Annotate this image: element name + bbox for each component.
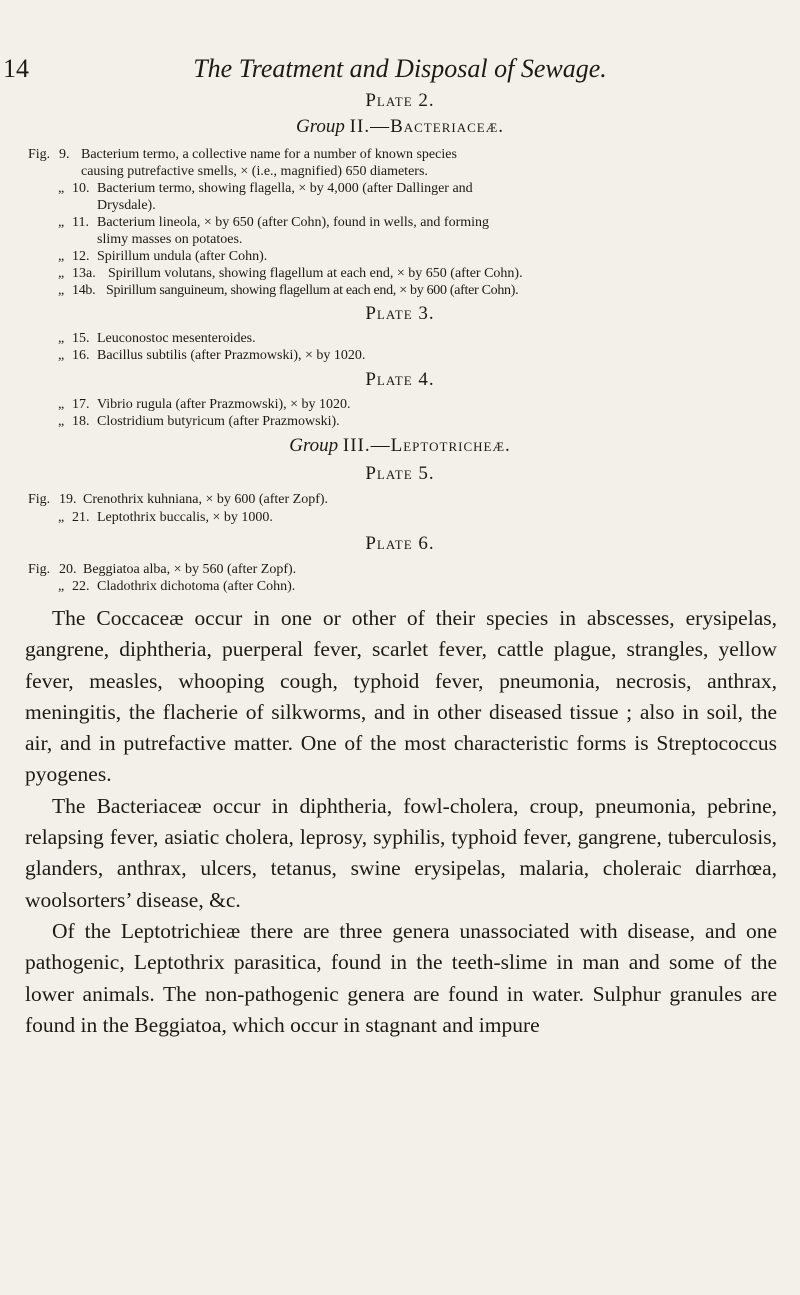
fig-text-line: Spirillum sanguineum, showing flagellum at each end, × by 600 (after Cohn). [106, 283, 519, 298]
figure-caption-18 [28, 413, 778, 430]
body-paragraph-coccaceae: The Coccaceæ occur in one or other of their species in abscesses, erysipelas, gangrene, diphtheria, puerperal fever, scarlet fever, cattle plague, strangles, yellow fever, measles, whooping cough, typhoid fever, pneumonia, necrosis, anthrax, meningitis, the flacherie of silkworms, and in other diseased tissue ; also in soil, the air, and in putrefactive matter. One of the most characteristic forms is Streptococcus pyogenes. [25, 606, 777, 787]
fig-text-line: Drysdale). [97, 198, 156, 213]
figure-caption-10 [28, 180, 778, 214]
fig-number: 14b. [72, 283, 96, 298]
plate-6-heading: Plate 6. [365, 533, 435, 554]
fig-number: 19. [59, 492, 77, 507]
fig-text-line: Bacterium termo, showing flagella, × by 4,000 (after Dallinger and [97, 181, 473, 196]
figure-caption-14b [28, 282, 778, 299]
plate-4-heading: Plate 4. [365, 369, 435, 390]
fig-prefix: „ [58, 181, 65, 196]
group-name: III.—Leptotricheæ. [342, 435, 511, 456]
fig-prefix: „ [58, 397, 65, 412]
group-label: Group [289, 435, 339, 456]
body-paragraph-leptotrichieae: Of the Leptotrichieæ there are three genera unassociated with disease, and one pathogenic, Leptothrix parasitica, found in the teeth-slime in man and some of the lower animals. The non-pathogenic genera are found in water. Sulphur granules are found in the Beggiatoa, which occur in stagnant and impure [25, 918, 777, 1037]
page-number: 14 [3, 54, 29, 83]
fig-number: 16. [72, 348, 90, 363]
fig-prefix: „ [58, 510, 65, 525]
running-title: The Treatment and Disposal of Sewage. [193, 54, 607, 83]
fig-text-line: Bacterium termo, a collective name for a number of known species [81, 147, 457, 162]
fig-text-line: Leuconostoc mesenteroides. [97, 331, 256, 346]
fig-prefix: Fig. [28, 147, 51, 162]
fig-text-line: Spirillum undula (after Cohn). [97, 249, 268, 264]
fig-number: 11. [72, 215, 89, 230]
figure-caption-16 [28, 347, 778, 364]
figure-caption-22 [28, 578, 778, 595]
group-2-heading [0, 116, 800, 138]
fig-text-line: Bacterium lineola, × by 650 (after Cohn), found in wells, and forming [97, 215, 490, 230]
fig-text-line: Clostridium butyricum (after Prazmowski). [97, 414, 340, 429]
fig-prefix: „ [58, 348, 65, 363]
figure-caption-20 [28, 561, 778, 578]
fig-number: 12. [72, 249, 90, 264]
fig-number: 9. [59, 147, 70, 162]
fig-number: 18. [72, 414, 90, 429]
fig-number: 21. [72, 510, 90, 525]
figure-caption-12 [28, 248, 778, 265]
fig-text-line: Crenothrix kuhniana, × by 600 (after Zopf). [83, 492, 329, 507]
fig-text-line: Cladothrix dichotoma (after Cohn). [97, 579, 296, 594]
body-paragraph-bacteriaceae: The Bacteriaceæ occur in diphtheria, fowl-cholera, croup, pneumonia, pebrine, relapsing fever, asiatic cholera, leprosy, syphilis, typhoid fever, gangrene, tuberculosis, glanders, anthrax, ulcers, tetanus, swine erysipelas, malaria, choleraic diarrhœa, woolsorters’ disease, &c. [25, 793, 777, 912]
fig-prefix: „ [58, 283, 64, 298]
group-name: II.—Bacteriaceæ. [349, 116, 504, 137]
plate-2-heading: Plate 2. [365, 90, 435, 111]
fig-number: 22. [72, 579, 90, 594]
figure-caption-21 [28, 509, 778, 526]
fig-prefix: Fig. [28, 562, 51, 577]
fig-text-line: Bacillus subtilis (after Prazmowski), × by 1020. [97, 348, 366, 363]
group-label: Group [296, 116, 345, 137]
plate-3-heading: Plate 3. [365, 303, 435, 324]
fig-prefix: „ [58, 331, 65, 346]
figure-caption-19 [28, 491, 778, 508]
fig-prefix: „ [58, 414, 65, 429]
fig-text-line: Vibrio rugula (after Prazmowski), × by 1020. [97, 397, 351, 412]
fig-text-line: Leptothrix buccalis, × by 1000. [97, 510, 273, 525]
fig-prefix: „ [58, 215, 65, 230]
fig-prefix: „ [58, 579, 65, 594]
running-head [0, 54, 800, 84]
fig-number: 10. [72, 181, 90, 196]
body-text [25, 603, 777, 1041]
figure-caption-17 [28, 396, 778, 413]
fig-number: 13a. [72, 266, 96, 281]
fig-text-line: slimy masses on potatoes. [97, 232, 243, 247]
fig-prefix: Fig. [28, 492, 51, 507]
plate-5-heading: Plate 5. [365, 463, 435, 484]
figure-caption-11 [28, 214, 778, 248]
group-3-heading [0, 435, 800, 457]
figure-caption-15 [28, 330, 778, 347]
figure-caption-9 [28, 146, 778, 180]
fig-text-line: Beggiatoa alba, × by 560 (after Zopf). [83, 562, 297, 577]
fig-prefix: „ [58, 266, 65, 281]
fig-number: 17. [72, 397, 90, 412]
fig-number: 15. [72, 331, 90, 346]
fig-number: 20. [59, 562, 77, 577]
figure-caption-13a [28, 265, 778, 282]
fig-text-line: Spirillum volutans, showing flagellum at each end, × by 650 (after Cohn). [108, 266, 523, 281]
fig-text-line: causing putrefactive smells, × (i.e., magnified) 650 diameters. [81, 164, 428, 179]
fig-prefix: „ [58, 249, 65, 264]
